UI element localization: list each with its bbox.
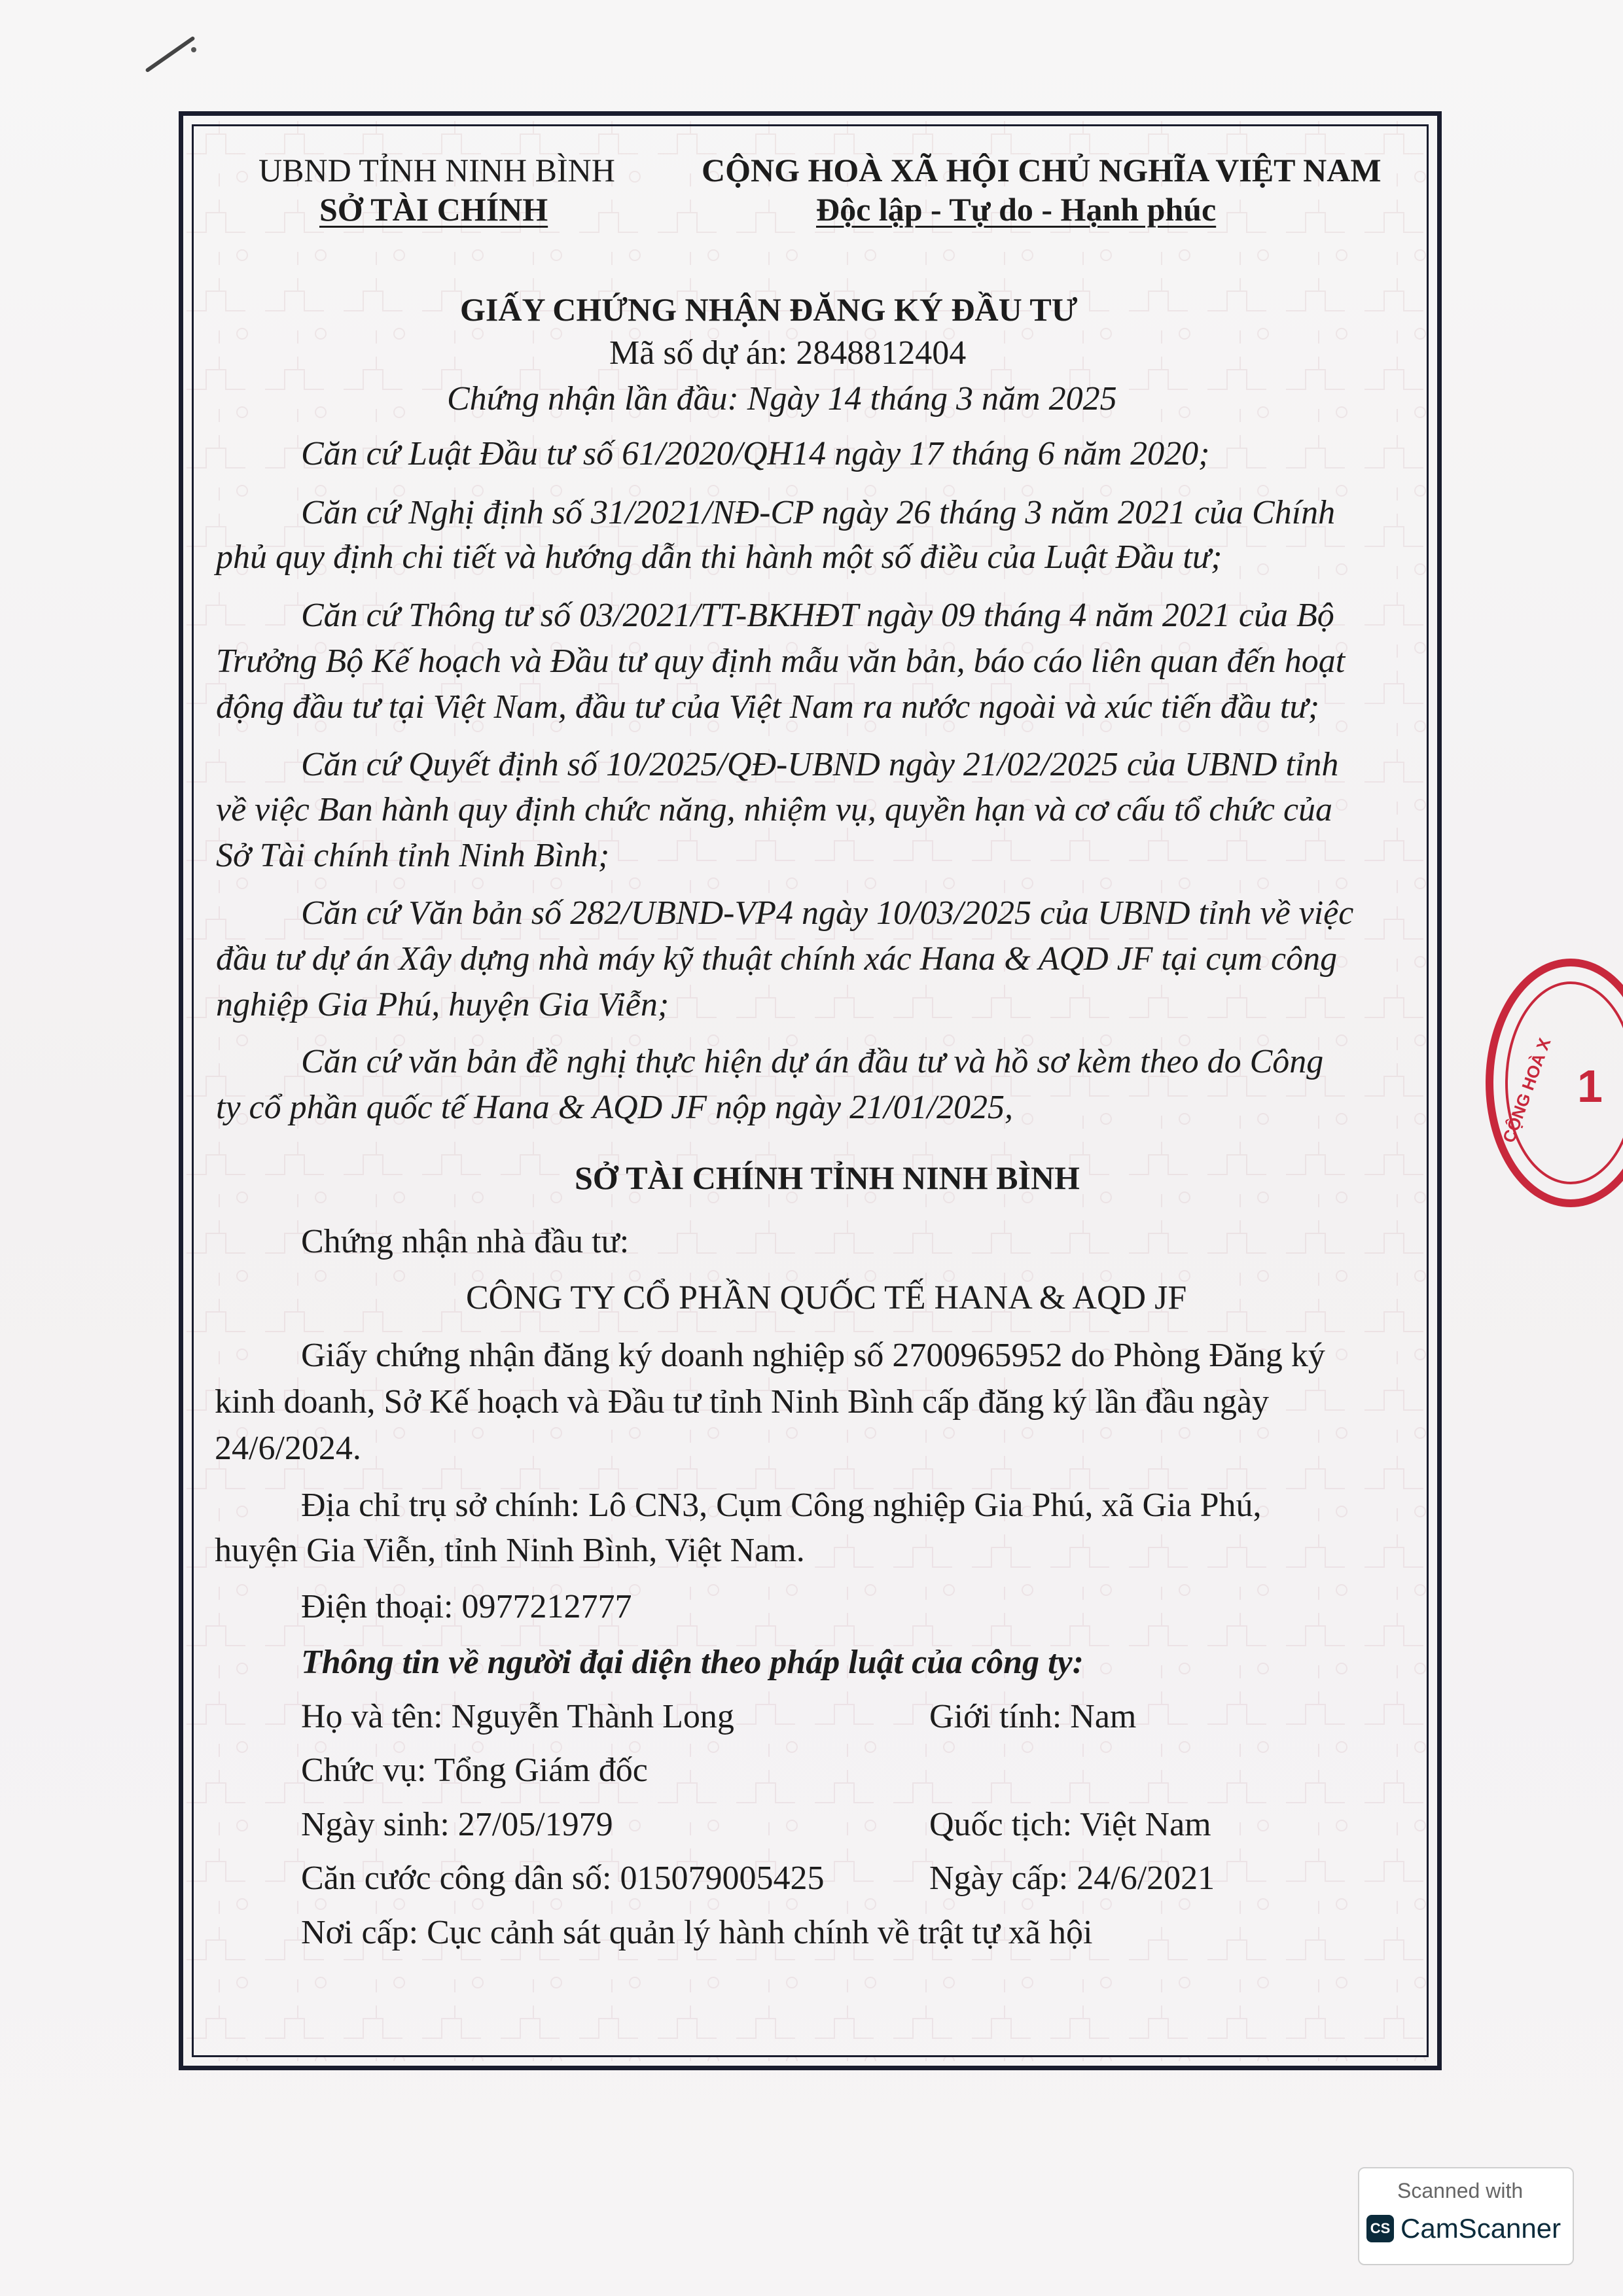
legal-basis-line: Căn cứ Nghị định số 31/2021/NĐ-CP ngày 26 tháng 3 năm 2021 của Chính [301, 494, 1336, 531]
legal-basis-line: Trưởng Bộ Kế hoạch và Đầu tư quy định mẫu văn bản, báo cáo liên quan đến hoạt [216, 643, 1346, 680]
pen-dot [191, 47, 196, 52]
investor-intro: Chứng nhận nhà đầu tư: [301, 1223, 630, 1260]
investor-company: CÔNG TY CỔ PHẦN QUỐC TẾ HANA & AQD JF [466, 1279, 1187, 1316]
address-line: huyện Gia Viễn, tỉnh Ninh Bình, Việt Nam. [215, 1532, 805, 1569]
document-title: GIẤY CHỨNG NHẬN ĐĂNG KÝ ĐẦU TƯ [460, 291, 1078, 328]
legal-basis-line: phủ quy định chi tiết và hướng dẫn thi hành một số điều của Luật Đầu tư; [216, 539, 1222, 576]
representative-heading: Thông tin về người đại diện theo pháp luật của công ty: [301, 1644, 1084, 1681]
registration-line: kinh doanh, Sở Kế hoạch và Đầu tư tỉnh Ninh Bình cấp đăng ký lần đầu ngày [215, 1383, 1270, 1421]
legal-basis-line: Căn cứ Luật Đầu tư số 61/2020/QH14 ngày 17 tháng 6 năm 2020; [301, 435, 1210, 472]
scanner-watermark-caption: Scanned with [1397, 2179, 1524, 2202]
representative-gender: Giới tính: Nam [929, 1698, 1137, 1735]
project-code: Mã số dự án: 2848812404 [609, 334, 967, 372]
national-motto: Độc lập - Tự do - Hạnh phúc [816, 191, 1217, 228]
issuing-province: UBND TỈNH NINH BÌNH [259, 152, 615, 188]
legal-basis-line: về việc Ban hành quy định chức năng, nhiệm vụ, quyền hạn và cơ cấu tổ chức của [216, 791, 1333, 828]
representative-name: Họ và tên: Nguyễn Thành Long [301, 1698, 734, 1735]
phone-number: Điện thoại: 0977212777 [301, 1588, 632, 1625]
legal-basis-line: động đầu tư tại Việt Nam, đầu tư của Việt Nam ra nước ngoài và xúc tiến đầu tư; [216, 688, 1320, 726]
representative-nationality: Quốc tịch: Việt Nam [929, 1806, 1211, 1843]
legal-basis-line: Căn cứ văn bản đề nghị thực hiện dự án đầu tư và hồ sơ kèm theo do Công [301, 1043, 1324, 1080]
legal-basis-line: Căn cứ Thông tư số 03/2021/TT-BKHĐT ngày 09 tháng 4 năm 2021 của Bộ [301, 597, 1334, 634]
legal-basis-line: đầu tư dự án Xây dựng nhà máy kỹ thuật chính xác Hana & AQD JF tại cụm công [216, 940, 1338, 978]
representative-id: Căn cước công dân số: 015079005425 [301, 1860, 825, 1897]
scanner-watermark-brand: CamScanner [1400, 2213, 1561, 2244]
representative-dob: Ngày sinh: 27/05/1979 [301, 1806, 613, 1843]
issuing-department: SỞ TÀI CHÍNH [319, 191, 548, 228]
camscanner-logo-icon: CS [1366, 2215, 1394, 2242]
legal-basis-line: Căn cứ Văn bản số 282/UBND-VP4 ngày 10/03/2025 của UBND tỉnh về việc [301, 894, 1354, 932]
registration-line: Giấy chứng nhận đăng ký doanh nghiệp số 2700965952 do Phòng Đăng ký [301, 1337, 1325, 1374]
representative-id-issue-place: Nơi cấp: Cục cảnh sát quản lý hành chính về trật tự xã hội [301, 1914, 1093, 1951]
legal-basis-line: ty cổ phần quốc tế Hana & AQD JF nộp ngày 21/01/2025, [216, 1089, 1013, 1126]
legal-basis-line: Căn cứ Quyết định số 10/2025/QĐ-UBND ngày 21/02/2025 của UBND tỉnh [301, 746, 1339, 783]
representative-id-issue-date: Ngày cấp: 24/6/2021 [929, 1860, 1215, 1897]
legal-basis-line: Sở Tài chính tỉnh Ninh Bình; [216, 837, 610, 874]
issuing-authority: SỞ TÀI CHÍNH TỈNH NINH BÌNH [575, 1159, 1080, 1196]
representative-position: Chức vụ: Tổng Giám đốc [301, 1752, 648, 1789]
legal-basis-line: nghiệp Gia Phú, huyện Gia Viễn; [216, 986, 669, 1023]
address-line: Địa chỉ trụ sở chính: Lô CN3, Cụm Công nghiệp Gia Phú, xã Gia Phú, [301, 1487, 1262, 1524]
national-title: CỘNG HOÀ XÃ HỘI CHỦ NGHĨA VIỆT NAM [702, 152, 1382, 188]
first-issue-date: Chứng nhận lần đầu: Ngày 14 tháng 3 năm 2025 [447, 380, 1117, 417]
seal-text: CỘNG HOÀ X [1499, 1035, 1555, 1146]
registration-line: 24/6/2024. [215, 1430, 361, 1467]
seal-number: 1 [1577, 1061, 1603, 1112]
